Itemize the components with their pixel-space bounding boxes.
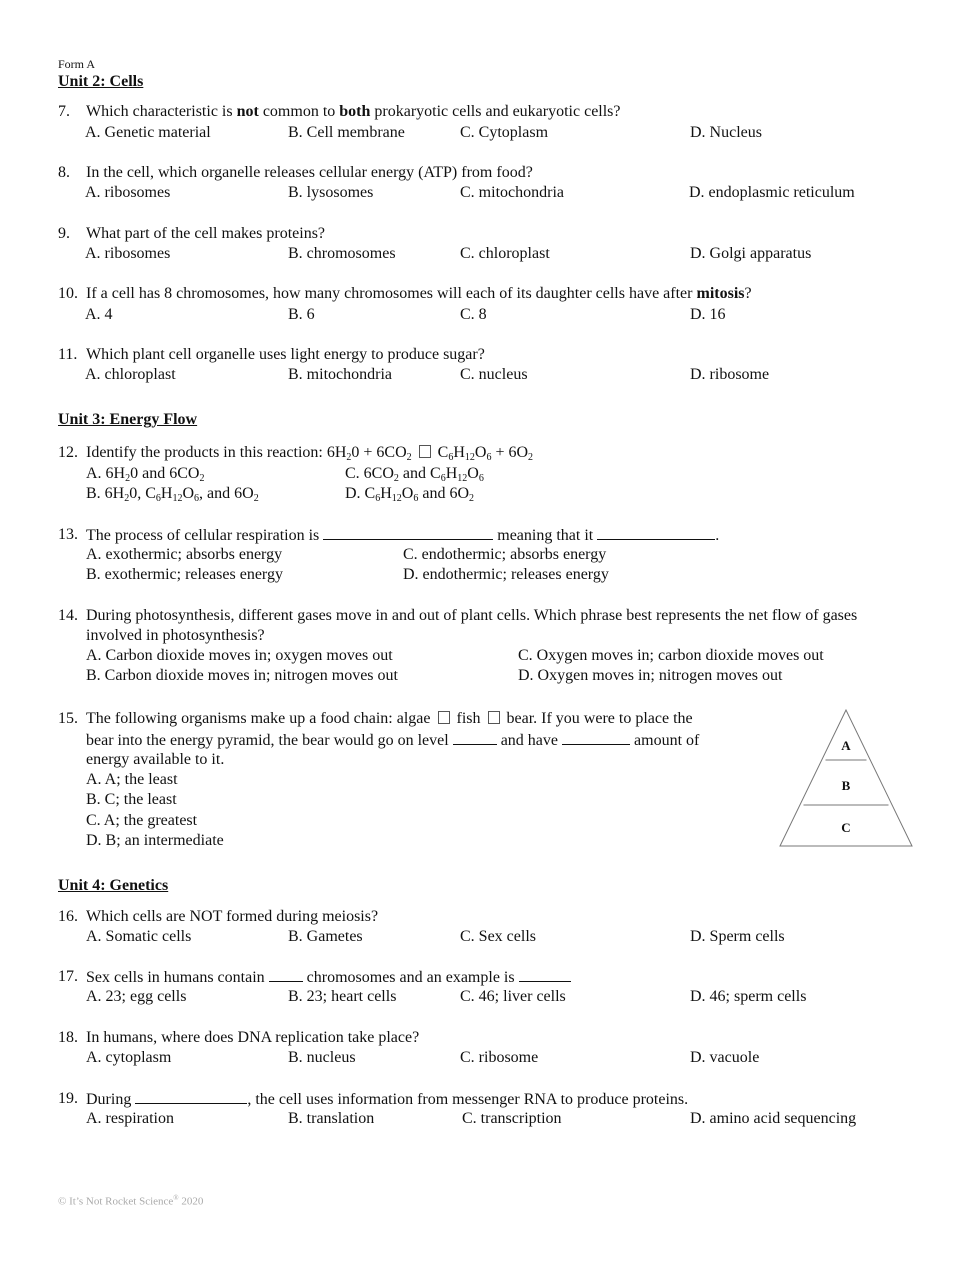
arrow-glyph-box [438,711,450,724]
arrow-glyph-box [488,711,500,724]
option-b: B. translation [288,1110,375,1127]
question-text: Identify the products in this reaction: $6H_20 + 6CO_2$ $C_6H_{12}O_6 + 6O_2$ [86,444,534,463]
option-a: A. $6H_20$ and $6CO_2$ [86,465,205,484]
option-a: A. respiration [86,1110,174,1127]
option-b: B. $6H_20$, $C_6H_{12}O_6$, and $6O_2$ [86,485,259,504]
option-d: D. Nucleus [690,124,762,141]
question-number: 7. [58,103,70,120]
option-b: B. chromosomes [288,245,396,262]
option-a: A. ribosomes [85,184,171,201]
option-b: B. 23; heart cells [288,988,397,1005]
option-c: C. 46; liver cells [460,988,566,1005]
question-text: During photosynthesis, different gases move in and out of plant cells. Which phrase best represents the net flow of gases involved in photosynthesis? [86,607,858,644]
option-c: C. chloroplast [460,245,550,262]
unit-2-heading: Unit 2: Cells [58,73,144,90]
question-number: 18. [58,1029,78,1046]
option-d: D. 46; sperm cells [690,988,807,1005]
answer-blank[interactable] [323,525,493,540]
question-number: 8. [58,164,70,181]
question-text: If a cell has 8 chromosomes, how many chromosomes will each of its daughter cells have after mitosis? [86,285,752,302]
pyramid-level-b: B [841,778,851,793]
question-text: Which characteristic is not common to both prokaryotic cells and eukaryotic cells? [86,103,621,120]
option-c: C. Sex cells [460,928,536,945]
answer-blank[interactable] [269,967,303,982]
option-c: C. transcription [462,1110,562,1127]
pyramid-level-a: A [841,738,851,753]
option-c: C. nucleus [460,366,528,383]
option-a: A. exothermic; absorbs energy [86,546,283,563]
question-number: 15. [58,710,78,727]
question-text: Which plant cell organelle uses light energy to produce sugar? [86,346,485,363]
option-d: D. ribosome [690,366,770,383]
copyright-footer: © It’s Not Rocket Science® 2020 [58,1194,204,1208]
question-text-line-2: bear into the energy pyramid, the bear would go on level and have amount of [86,732,700,749]
question-number: 19. [58,1090,78,1107]
option-b: B. lysosomes [288,184,374,201]
question-text: Which cells are NOT formed during meiosis? [86,908,379,925]
option-c: C. 8 [460,306,487,323]
question-number: 11. [58,346,78,363]
option-a: A. Carbon dioxide moves in; oxygen moves out [86,647,393,664]
option-d: D. 16 [690,306,726,323]
question-number: 9. [58,225,70,242]
unit-4-heading: Unit 4: Genetics [58,877,169,894]
option-c: C. A; the greatest [86,812,198,829]
answer-blank[interactable] [519,967,571,982]
question-text-line-3: energy available to it. [86,751,225,768]
question-text: In humans, where does DNA replication take place? [86,1029,420,1046]
question-number: 14. [58,607,78,624]
option-b: B. mitochondria [288,366,392,383]
answer-blank[interactable] [453,730,497,745]
question-text-line-1: The following organisms make up a food chain: algae fish bear. If you were to place the [86,710,693,727]
question-14 [58,606,908,646]
option-c: C. endothermic; absorbs energy [403,546,607,563]
form-label: Form A [58,57,96,71]
option-d: D. Oxygen moves in; nitrogen moves out [518,667,783,684]
option-a: A. cytoplasm [86,1049,172,1066]
option-a: A. 23; egg cells [86,988,187,1005]
option-b: B. nucleus [288,1049,356,1066]
option-d: D. B; an intermediate [86,832,224,849]
energy-pyramid-diagram [778,708,914,850]
question-number: 13. [58,526,78,543]
question-text: In the cell, which organelle releases cellular energy (ATP) from food? [86,164,533,181]
question-number: 17. [58,968,78,985]
question-text: Sex cells in humans contain chromosomes and an example is [86,967,571,988]
pyramid-level-c: C [841,820,851,835]
option-c: C. Cytoplasm [460,124,549,141]
question-text: During , the cell uses information from messenger RNA to produce proteins. [86,1091,689,1108]
question-number: 10. [58,285,78,302]
option-d: D. endothermic; releases energy [403,566,609,583]
option-b: B. exothermic; releases energy [86,566,283,583]
option-a: A. ribosomes [85,245,171,262]
question-number: 16. [58,908,78,925]
option-d: D. amino acid sequencing [690,1110,857,1127]
option-d: D. endoplasmic reticulum [689,184,855,201]
option-b: B. 6 [288,306,315,323]
option-c: C. mitochondria [460,184,564,201]
question-text: The process of cellular respiration is meaning that it . [86,527,720,544]
option-c: C. Oxygen moves in; carbon dioxide moves out [518,647,824,664]
option-c: C. ribosome [460,1049,539,1066]
question-number: 12. [58,444,78,461]
option-b: B. Cell membrane [288,124,405,141]
option-a: A. Genetic material [85,124,211,141]
option-a: A. chloroplast [85,366,176,383]
option-a: A. A; the least [86,771,178,788]
arrow-glyph-box [419,445,431,458]
option-b: B. Carbon dioxide moves in; nitrogen moves out [86,667,398,684]
option-d: D. Sperm cells [690,928,785,945]
answer-blank[interactable] [597,525,715,540]
option-d: D. vacuole [690,1049,760,1066]
option-d: D. $C_6H_{12}O_6$ and $6O_2$ [345,485,475,504]
question-text: What part of the cell makes proteins? [86,225,326,242]
option-c: C. $6CO_2$ and $C_6H_{12}O_6$ [345,465,484,484]
unit-3-heading: Unit 3: Energy Flow [58,411,198,428]
answer-blank[interactable] [562,730,630,745]
option-b: B. Gametes [288,928,363,945]
option-d: D. Golgi apparatus [690,245,812,262]
option-b: B. C; the least [86,791,177,808]
option-a: A. 4 [85,306,113,323]
answer-blank[interactable] [135,1089,247,1104]
option-a: A. Somatic cells [86,928,192,945]
